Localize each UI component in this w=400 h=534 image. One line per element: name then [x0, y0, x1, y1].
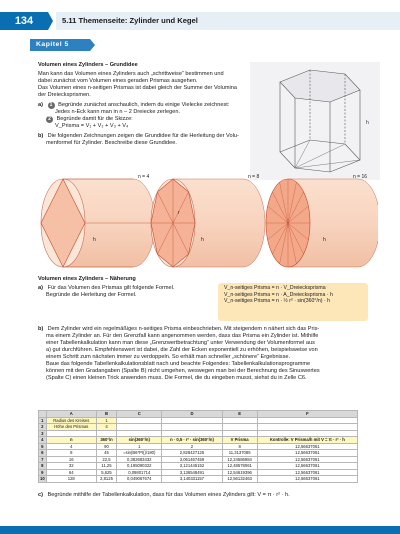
task-label: b): [38, 132, 44, 139]
formula-sum: V_Prisma = V₁ + V₂ + V₃ + V₄: [55, 122, 129, 129]
intro-line: dabei zunächst vom Volumen eines geraden Prismas ausgehen.: [38, 77, 198, 84]
page-footer-bar: [0, 526, 400, 534]
cylinder-drawings: [38, 169, 378, 271]
label-n16: n = 16: [353, 174, 368, 180]
task-a: [38, 285, 218, 292]
chapter-label: Kapitel 5: [30, 39, 90, 51]
task-text: ma einem Zylinder an. Für den Grenzfall kann angenommen werden, dass das Prisma ein Zylinder ist. Mithilfe: [46, 332, 319, 339]
section-heading: Volumen eines Zylinders – Grundidee: [38, 62, 138, 68]
task-text: Für das Volumen des Prismas gilt folgende Formel.: [47, 284, 175, 291]
step-number: 2: [46, 116, 53, 123]
task-text: menformel für Zylinder. Beschreibe diese Grundidee.: [46, 139, 177, 146]
task-text: können mit den Gradangaben (Spalte B) nicht umgehen, weswegen man bei der Berechnung des Sinuswertes: [46, 367, 320, 374]
task-text: a) gut durchführen. Empfehlenswert ist dabei, die Zahl der Ecken exponentiell zu erhöhen, beispielsweise von: [46, 346, 318, 353]
task-text: Dem Zylinder wird ein regelmäßiges n-seitiges Prisma einbeschrieben. Mit steigendem n nähert sich das Pris-: [47, 326, 320, 332]
step-number: 1: [48, 102, 55, 109]
formula-line: V_n-seitiges Prisma = n · ½ r² · sin(360°/n) · h: [224, 298, 331, 304]
table-row: 7 16 22,5 0,382683432 3,061467459 12,24586984 12,56637061: [39, 456, 358, 463]
task-label: a): [38, 101, 43, 108]
task-a-step2: [38, 116, 248, 123]
task-b: [38, 133, 248, 140]
task-text: (Spalte C) einen kleinen Trick anwenden muss. Die Formel, die du eingeben musst, siehst du in Zelle C6.: [46, 374, 307, 381]
task-label: a): [38, 284, 43, 291]
table-row: 5 4 90 1 2 8 12,56637061: [39, 443, 358, 450]
radius-label: r: [178, 210, 180, 216]
task-text: einem Schritt zum nächsten immer zu verdoppeln. So erhält man schneller „schönere“ Ergebnisse.: [46, 353, 291, 360]
height-label: h: [366, 120, 369, 126]
page-number: 134: [0, 12, 48, 30]
page-title: 5.11 Themenseite: Zylinder und Kegel: [56, 12, 400, 30]
section-heading: Volumen eines Zylinders – Näherung: [38, 276, 136, 282]
table-row: 6 8 45 =sin(B6*PI()/180) 2,828427125 11,3137085 12,56637061: [39, 450, 358, 457]
intro-line: Man kann das Volumen eines Zylinders auch „schrittweise“ bestimmen und: [38, 70, 224, 77]
formula-line: V_n-seitiges Prisma = n · A_Dreiecksprisma · h: [224, 291, 333, 298]
intro-line: Das Volumen eines n-seitigen Prismas ist dabei gleich der Summe der Volumina: [38, 84, 237, 91]
task-text: Begründe zunächst anschaulich, indem du einige Vielecke zeichnest:: [58, 101, 230, 108]
formula-line: V_n-seitiges Prisma = n · V_Dreiecksprisma: [224, 285, 326, 291]
label-n4: n = 4: [138, 174, 150, 180]
task-text: Die folgenden Zeichnungen zeigen die Grundidee für die Herleitung der Volu-: [47, 132, 239, 139]
spreadsheet-column-header: A B C D E F: [39, 411, 358, 418]
formula-box: [218, 283, 368, 321]
height-label: h: [323, 237, 326, 243]
table-row: 4 n 360°/n sin(360°/n) n · 0,5 · r² · sin(360°/n) V Prisma Kontrolle: V Prisma/h mit V = π · r² · h: [39, 437, 358, 444]
task-text: Begründe mithilfe der Tabellenkalkulation, dass für das Volumen eines Zylinders gilt: V = π · r² · h.: [47, 492, 290, 498]
table-row: 8 32 11,25 0,195090322 3,121445152 12,48578061 12,56637061: [39, 463, 358, 470]
task-text: Begründe die Herleitung der Formel.: [46, 291, 137, 298]
height-label: h: [93, 237, 96, 243]
table-row: 2 Höhe des Prismas 4: [39, 424, 358, 431]
page-header: [0, 0, 400, 30]
section-naeherung: [38, 276, 218, 299]
table-row: 9 64 5,625 0,09801714 3,136548491 12,54619396 12,56637061: [39, 469, 358, 476]
height-label: h: [201, 237, 204, 243]
task-a: [38, 102, 248, 109]
task-2b: [38, 326, 378, 382]
table-row: 3: [39, 430, 358, 437]
task-text: Jedes n-Eck kann man in n – 2 Dreiecke zerlegen.: [55, 108, 180, 115]
task-text: einer Tabellenkalkulation kann man diese „Grenzwertbetrachtung“ unter Verwendung der Volumenformel aus: [46, 339, 315, 346]
table-row: 10 128 2,8125 0,049067674 3,140331157 12,56132463 12,56637061: [39, 476, 358, 483]
task-text: Begründe damit für die Skizze:: [56, 115, 133, 122]
task-2c: [38, 492, 378, 499]
spreadsheet: [38, 410, 358, 483]
task-label: c): [38, 492, 43, 498]
task-text: Baue das folgende Tabellenkalkulationsblatt nach und beachte Folgendes: Tabellenkalkulationsprogramme: [46, 360, 311, 367]
intro-line: der Dreiecksprismen.: [38, 91, 91, 98]
label-n8: n = 8: [248, 174, 260, 180]
table-row: 1 Radius des Kreises 1: [39, 417, 358, 424]
section-grundidee: [38, 62, 248, 147]
prism-illustration: [250, 62, 380, 180]
task-label: b): [38, 326, 44, 332]
